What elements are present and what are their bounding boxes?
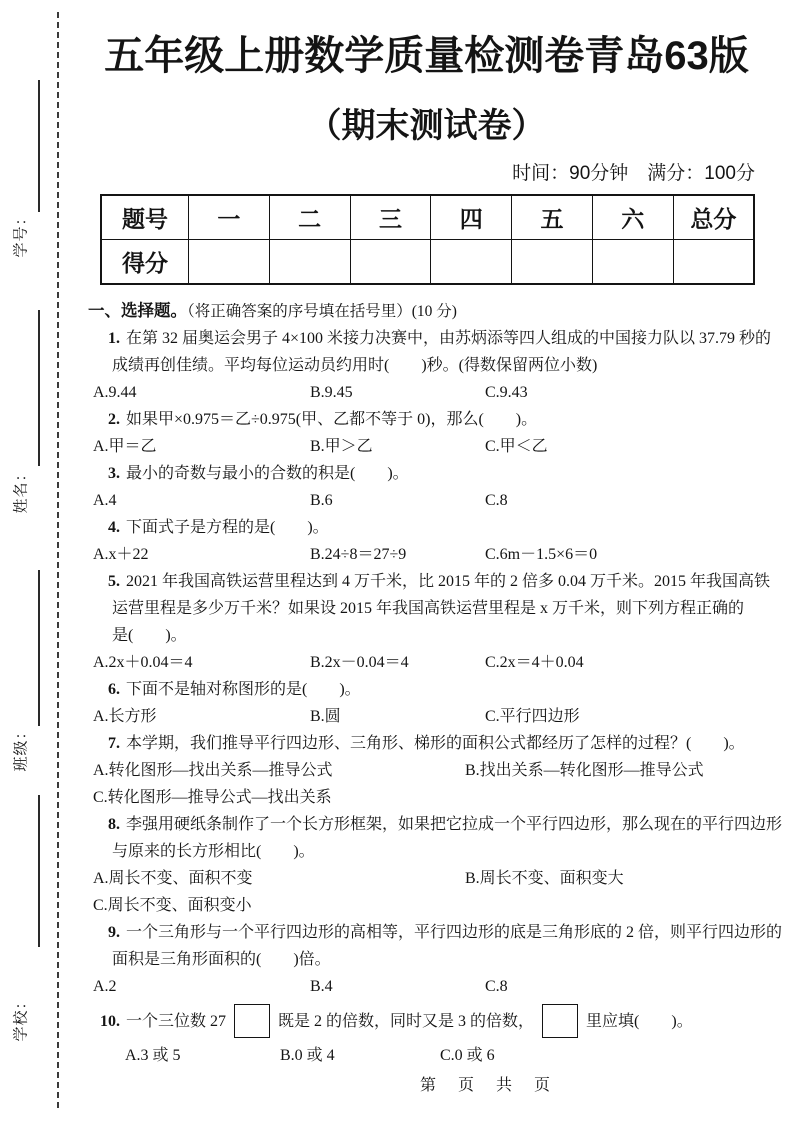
score-table-header-cell: 六 [592,195,673,240]
student-name-blank-line [38,310,40,466]
question-number: 3. [108,465,120,482]
options-row [88,649,760,676]
options-row [88,784,760,811]
score-cell-empty [512,240,593,285]
page-footer: 第 页 共 页 [419,1077,553,1094]
exam-title: 五年级上册数学质量检测卷青岛63版 [104,34,749,78]
score-table-header-cell: 题号 [101,195,189,240]
section-title: 一、选择题。 [88,301,187,320]
question-text-line [88,676,760,703]
question-text-line [88,460,760,487]
answer-option: B.0 或 4 [280,1047,335,1064]
answer-box [234,1004,270,1038]
answer-option: C.6m－1.5×6＝0 [485,546,598,563]
answer-option: B.甲＞乙 [310,438,373,455]
score-table-header-cell: 总分 [673,195,754,240]
question-text: 下面式子是方程的是( )。 [126,519,329,536]
question-text-line [88,595,760,622]
answer-option: C.平行四边形 [485,708,580,725]
score-cell-empty [673,240,754,285]
answer-option: B.找出关系—转化图形—推导公式 [465,762,704,779]
question-10 [88,1000,760,1069]
question-text: 一个三角形与一个平行四边形的高相等，平行四边形的底是三角形底的 2 倍，则平行四边形的 [126,924,783,941]
question-7 [88,730,760,811]
score-cell-empty [431,240,512,285]
question-text-line [88,352,760,379]
question-text-line [88,811,783,838]
question-text: 里应填( )。 [586,1012,693,1030]
question-text: 与原来的长方形相比( )。 [112,843,315,860]
question-text: 2021 年我国高铁运营里程达到 4 万千米，比 2015 年的 2 倍多 0.04 万千米。2015 年我国高铁 [126,573,771,590]
question-text: 成绩再创佳绩。平均每位运动员约用时( )秒。(得数保留两位小数) [112,357,598,374]
question-number: 2. [108,411,120,428]
answer-option: A.转化图形—找出关系—推导公式 [93,762,333,779]
exam-subtitle: （期末测试卷） [307,107,546,145]
section-note: （将正确答案的序号填在括号里）(10 分) [187,303,457,320]
answer-option: C.2x＝4＋0.04 [485,654,584,671]
question-number: 10. [100,1012,120,1030]
question-text-line [88,514,760,541]
answer-option: A.2 [93,978,117,995]
answer-option: C.0 或 6 [440,1047,495,1064]
question-text: 本学期，我们推导平行四边形、三角形、梯形的面积公式都经历了怎样的过程？( )。 [126,735,745,752]
question-8 [88,811,783,919]
question-text: 下面不是轴对称图形的是( )。 [126,681,361,698]
answer-option: B.4 [310,978,333,995]
section-heading [88,297,793,325]
question-text: 运营里程是多少万千米？如果设 2015 年我国高铁运营里程是 x 万千米，则下列方程正确的 [112,600,745,617]
question-text: 在第 32 届奥运会男子 4×100 米接力决赛中，由苏炳添等四人组成的中国接力队以 37.79 秒的 [126,330,772,347]
answer-option: C.甲＜乙 [485,438,548,455]
question-text-line [88,406,760,433]
score-cell-empty [189,240,270,285]
score-cell-empty [269,240,350,285]
question-text: 面积是三角形面积的( )倍。 [112,951,331,968]
answer-option: A.x＋22 [93,546,149,563]
options-row [88,541,760,568]
answer-option: B.圆 [310,708,341,725]
student-name-label: 姓名： [13,465,30,514]
answer-option: B.6 [310,492,333,509]
answer-option: C.9.43 [485,384,528,401]
question-text: 既是 2 的倍数，同时又是 3 的倍数， [278,1012,535,1030]
answer-option: A.甲＝乙 [93,438,157,455]
question-text-line [88,730,760,757]
score-table-header-cell: 一 [189,195,270,240]
score-table [100,194,755,285]
answer-option: B.周长不变、面积变大 [465,870,624,887]
score-cell-empty [592,240,673,285]
questions-list [88,325,783,1069]
answer-option: A.长方形 [93,708,157,725]
answer-box [542,1004,578,1038]
question-4 [88,514,760,568]
question-text-line [88,838,760,865]
score-table-header-row [101,195,754,240]
options-row [88,865,760,892]
question-1 [88,325,772,406]
answer-option: C.周长不变、面积变小 [93,897,252,914]
options-row [88,1042,760,1069]
score-row-label: 得分 [101,240,189,285]
answer-option: A.2x＋0.04＝4 [93,654,193,671]
question-text: 李强用硬纸条制作了一个长方形框架，如果把它拉成一个平行四边形，那么现在的平行四边形 [126,816,783,833]
question-2 [88,406,760,460]
question-number: 9. [108,924,120,941]
answer-option: A.9.44 [93,384,137,401]
exam-content [60,0,793,1094]
question-number: 1. [108,330,120,347]
question-text: 如果甲×0.975＝乙÷0.975(甲、乙都不等于 0)，那么( )。 [126,411,538,428]
options-row [88,379,760,406]
question-9 [88,919,783,1000]
answer-option: A.4 [93,492,117,509]
question-3 [88,460,760,514]
exam-time-score-meta: 时间：90分钟 满分：100分 [512,163,755,184]
question-text-line [88,919,783,946]
question-text-line [88,1000,760,1042]
question-6 [88,676,760,730]
answer-option: C.转化图形—推导公式—找出关系 [93,789,332,806]
answer-option: B.24÷8＝27÷9 [310,546,407,563]
student-school-label: 学校： [13,993,30,1042]
question-5 [88,568,771,676]
question-text-line [88,325,772,352]
question-text-line [88,622,760,649]
score-table-header-cell: 五 [512,195,593,240]
question-number: 7. [108,735,120,752]
answer-option: C.8 [485,978,508,995]
options-row [88,703,760,730]
question-number: 4. [108,519,120,536]
score-table-header-cell: 二 [269,195,350,240]
question-number: 8. [108,816,120,833]
answer-option: B.2x－0.04＝4 [310,654,409,671]
options-row [88,973,760,1000]
score-table-header-cell: 四 [431,195,512,240]
score-table-score-row [101,240,754,285]
answer-option: A.3 或 5 [125,1047,181,1064]
fold-dashed-line [57,12,59,1108]
score-table-header-cell: 三 [350,195,431,240]
question-text: 最小的奇数与最小的合数的积是( )。 [126,465,409,482]
answer-option: A.周长不变、面积不变 [93,870,253,887]
question-text: 一个三位数 27 [126,1012,227,1030]
question-number: 6. [108,681,120,698]
student-id-blank-line [38,80,40,212]
student-class-blank-line [38,570,40,726]
question-text-line [88,568,771,595]
student-school-blank-line [38,795,40,947]
question-text-line [88,946,760,973]
options-row [88,433,760,460]
question-number: 5. [108,573,120,590]
student-id-label: 学号： [13,209,30,258]
answer-option: C.8 [485,492,508,509]
student-class-label: 班级： [13,723,30,772]
options-row [88,757,760,784]
options-row [88,487,760,514]
score-cell-empty [350,240,431,285]
answer-option: B.9.45 [310,384,353,401]
options-row [88,892,760,919]
question-text: 是( )。 [112,627,187,644]
